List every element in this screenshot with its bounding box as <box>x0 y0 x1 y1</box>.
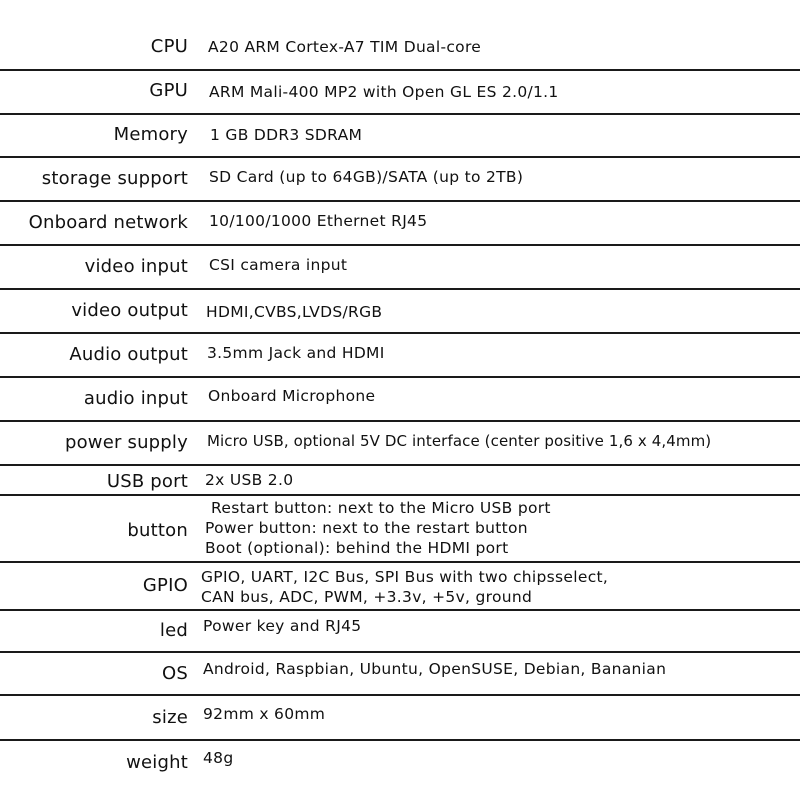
spec-value: CSI camera input <box>209 256 348 274</box>
spec-value-line: Restart button: next to the Micro USB port <box>211 499 551 517</box>
spec-label: OS <box>162 663 188 684</box>
spec-value-line: Boot (optional): behind the HDMI port <box>205 539 509 557</box>
spec-value-lines <box>204 498 551 558</box>
spec-label: weight <box>126 752 188 773</box>
spec-value-line: GPIO, UART, I2C Bus, SPI Bus with two chipsselect, <box>201 568 609 586</box>
spec-value: 3.5mm Jack and HDMI <box>207 344 385 362</box>
spec-label: GPIO <box>142 575 188 596</box>
spec-row-power-supply <box>0 422 800 466</box>
spec-value: SD Card (up to 64GB)/SATA (up to 2TB) <box>209 168 524 186</box>
spec-label: video input <box>84 256 188 277</box>
spec-row-led <box>0 611 800 653</box>
spec-value: 1 GB DDR3 SDRAM <box>210 126 363 144</box>
spec-row-usb-port <box>0 466 800 496</box>
spec-row-video-input <box>0 246 800 290</box>
spec-row-memory <box>0 115 800 158</box>
spec-value-lines <box>201 567 608 607</box>
spec-row-network <box>0 202 800 246</box>
spec-value: A20 ARM Cortex-A7 TIM Dual-core <box>208 38 482 56</box>
spec-value: 48g <box>203 749 234 767</box>
spec-label: audio input <box>83 388 188 409</box>
spec-row-size <box>0 696 800 741</box>
spec-label: CPU <box>150 36 188 57</box>
spec-label: video output <box>71 300 188 321</box>
spec-label: Memory <box>113 124 188 145</box>
spec-row-gpu <box>0 71 800 115</box>
spec-label: led <box>159 620 188 641</box>
spec-value: Onboard Microphone <box>208 387 376 405</box>
spec-label: GPU <box>149 80 188 101</box>
spec-value: HDMI,CVBS,LVDS/RGB <box>206 303 383 321</box>
spec-label: button <box>127 520 188 541</box>
spec-value: 10/100/1000 Ethernet RJ45 <box>209 212 428 230</box>
spec-value: Micro USB, optional 5V DC interface (center positive 1,6 x 4,4mm) <box>207 432 712 450</box>
spec-row-audio-input <box>0 378 800 422</box>
spec-value-line: CAN bus, ADC, PWM, +3.3v, +5v, ground <box>201 588 533 606</box>
spec-row-gpio <box>0 563 800 611</box>
spec-value: 92mm x 60mm <box>203 705 326 723</box>
spec-row-video-output <box>0 290 800 334</box>
spec-row-audio-output <box>0 334 800 378</box>
spec-label: Audio output <box>69 344 188 365</box>
spec-value: Power key and RJ45 <box>203 617 362 635</box>
spec-label: size <box>152 707 188 728</box>
spec-row-button <box>0 496 800 563</box>
spec-label: power supply <box>64 432 188 453</box>
spec-row-os <box>0 653 800 696</box>
spec-label: storage support <box>41 168 188 189</box>
spec-label: Onboard network <box>28 212 188 233</box>
spec-value: ARM Mali-400 MP2 with Open GL ES 2.0/1.1 <box>209 83 559 101</box>
spec-value: Android, Raspbian, Ubuntu, OpenSUSE, Debian, Bananian <box>203 660 667 678</box>
spec-value-line: Power button: next to the restart button <box>205 519 528 537</box>
spec-row-weight <box>0 741 800 786</box>
spec-row-cpu <box>0 24 800 71</box>
spec-row-storage <box>0 158 800 202</box>
spec-label: USB port <box>106 471 188 492</box>
spec-value: 2x USB 2.0 <box>205 471 294 489</box>
